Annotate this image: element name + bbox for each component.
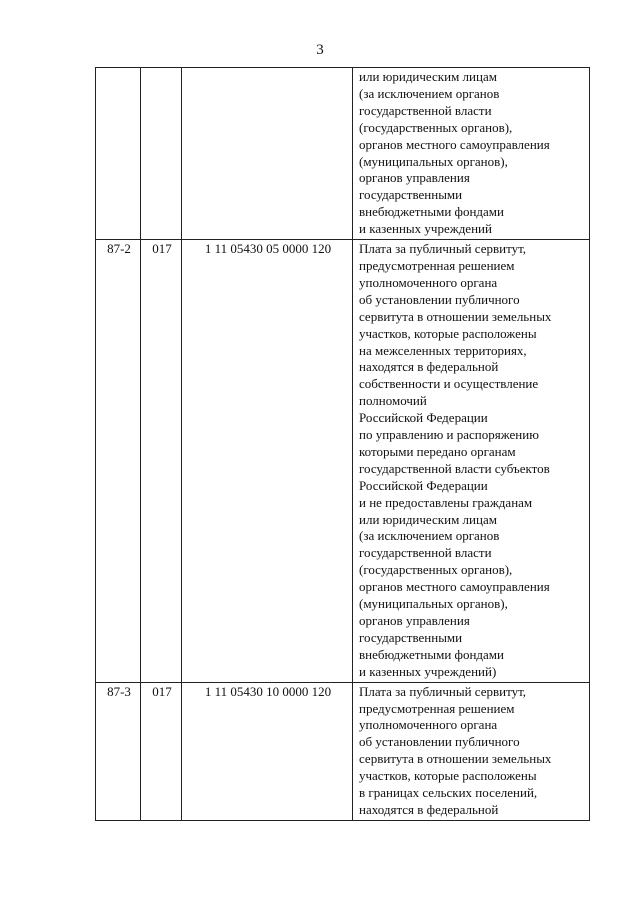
revenue-name-line: участков, которые расположены bbox=[359, 325, 537, 341]
revenue-name-line: об установлении публичного bbox=[359, 734, 520, 750]
revenue-name-line: Плата за публичный сервитут, bbox=[359, 683, 527, 699]
budget-code-cell: 1 11 05430 05 0000 120 bbox=[182, 240, 353, 683]
row-number-cell: 87-2 bbox=[96, 240, 141, 683]
revenue-name-line: (за исключением органов bbox=[359, 85, 500, 101]
revenue-name-line: уполномоченного органа bbox=[359, 717, 498, 733]
budget-code-cell: 1 11 05430 10 0000 120 bbox=[182, 682, 353, 820]
row-number-cell bbox=[96, 68, 141, 240]
revenue-name-cell bbox=[353, 682, 590, 820]
revenue-name-line: (муниципальных органов), bbox=[359, 596, 508, 612]
revenue-name-line: государственной власти субъектов bbox=[359, 460, 550, 476]
revenue-name-line: или юридическим лицам bbox=[359, 69, 497, 84]
revenue-name-line: уполномоченного органа bbox=[359, 274, 498, 290]
revenue-name-line: государственной власти bbox=[359, 102, 492, 118]
revenue-name-line: (государственных органов), bbox=[359, 562, 513, 578]
revenue-name-line: органов местного самоуправления bbox=[359, 136, 550, 152]
revenue-name-line: на межселенных территориях, bbox=[359, 342, 527, 358]
revenue-name-line: органов управления bbox=[359, 170, 470, 186]
revenue-name-line: предусмотренная решением bbox=[359, 700, 515, 716]
revenue-name-line: Плата за публичный сервитут, bbox=[359, 241, 527, 257]
revenue-name-line: находятся в федеральной bbox=[359, 359, 499, 375]
row-number-cell: 87-3 bbox=[96, 682, 141, 820]
revenue-name-line: полномочий bbox=[359, 393, 427, 409]
revenue-name-line: внебюджетными фондами bbox=[359, 646, 504, 662]
revenue-name-line: (муниципальных органов), bbox=[359, 153, 508, 169]
revenue-name-cell bbox=[353, 240, 590, 683]
revenue-name-line: которыми передано органам bbox=[359, 443, 516, 459]
revenue-name-line: находятся в федеральной bbox=[359, 801, 499, 817]
admin-code-cell: 017 bbox=[141, 682, 182, 820]
revenue-name-line: сервитута в отношении земельных bbox=[359, 308, 552, 324]
table-row bbox=[96, 240, 590, 683]
revenue-name-line: государственными bbox=[359, 629, 463, 645]
revenue-name-line: об установлении публичного bbox=[359, 291, 520, 307]
revenue-name-line: (государственных органов), bbox=[359, 119, 513, 135]
table-row bbox=[96, 68, 590, 240]
revenue-name-line: Российской Федерации bbox=[359, 410, 488, 426]
revenue-name-line: сервитута в отношении земельных bbox=[359, 751, 552, 767]
revenue-name-line: и казенных учреждений bbox=[359, 221, 492, 237]
revenue-name-line: предусмотренная решением bbox=[359, 257, 515, 273]
revenue-name-line: в границах сельских поселений, bbox=[359, 785, 538, 801]
revenue-name-line: участков, которые расположены bbox=[359, 768, 537, 784]
table-body bbox=[96, 68, 590, 821]
budget-code-cell bbox=[182, 68, 353, 240]
revenue-name-line: Российской Федерации bbox=[359, 477, 488, 493]
revenue-name-line: органов управления bbox=[359, 613, 470, 628]
revenue-name-line: (за исключением органов bbox=[359, 528, 500, 544]
revenue-name-line: государственными bbox=[359, 187, 463, 203]
revenue-name-line: и не предоставлены гражданам bbox=[359, 494, 533, 510]
table-row bbox=[96, 682, 590, 820]
revenue-name-line: внебюджетными фондами bbox=[359, 204, 504, 220]
revenue-name-line: органов местного самоуправления bbox=[359, 579, 550, 595]
admin-code-cell: 017 bbox=[141, 240, 182, 683]
revenue-name-line: государственной власти bbox=[359, 545, 492, 561]
admin-code-cell bbox=[141, 68, 182, 240]
revenue-name-line: собственности и осуществление bbox=[359, 376, 539, 392]
revenue-name-line: по управлению и распоряжению bbox=[359, 427, 539, 443]
revenue-codes-table bbox=[95, 67, 590, 821]
revenue-name-line: или юридическим лицам bbox=[359, 511, 497, 527]
revenue-name-cell bbox=[353, 68, 590, 240]
revenue-name-line: и казенных учреждений) bbox=[359, 663, 497, 679]
page-number: 3 bbox=[316, 42, 324, 58]
